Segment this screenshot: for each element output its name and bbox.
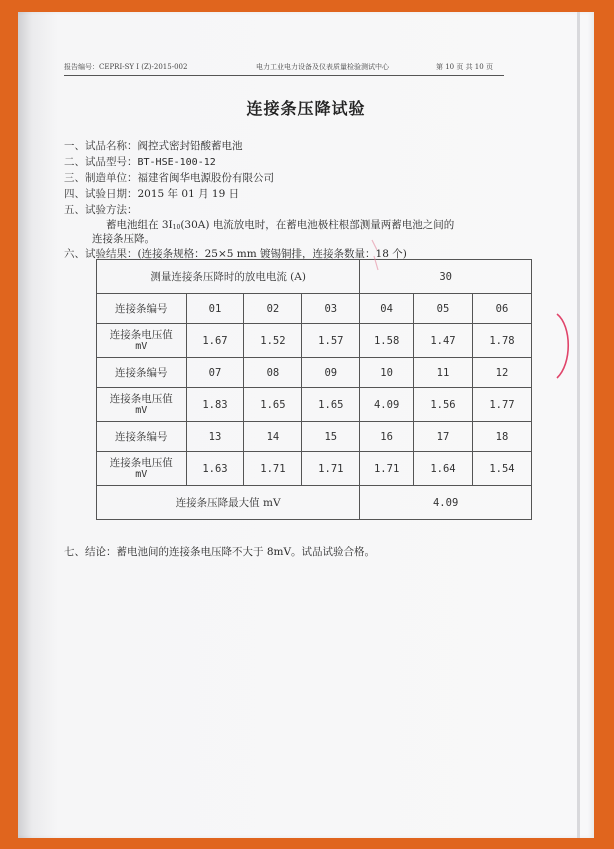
info-value: 2015 年 01 月 19 日 — [137, 188, 240, 200]
method-line-2: 连接条压降。 — [92, 233, 155, 245]
current-value: 30 — [360, 260, 532, 294]
connector-id: 17 — [413, 422, 472, 452]
connector-id: 04 — [360, 294, 414, 324]
info-sample-model — [64, 154, 216, 169]
info-test-method — [64, 202, 138, 217]
voltage-label-text: 连接条电压值 — [109, 456, 173, 469]
voltage-label — [97, 452, 187, 486]
info-key: 四、试验日期： — [64, 188, 138, 200]
document-page — [18, 12, 594, 838]
info-key: 一、试品名称： — [64, 140, 138, 152]
info-value: 阀控式密封铅酸蓄电池 — [137, 140, 243, 152]
current-row — [97, 260, 532, 294]
connector-id: 10 — [360, 358, 414, 388]
voltage-value: 1.64 — [413, 452, 472, 486]
max-row — [97, 486, 532, 520]
voltage-value: 1.57 — [302, 324, 360, 358]
report-number: 报告编号：CEPRI-SY I (Z)-2015-002 — [64, 63, 188, 71]
connector-id: 12 — [472, 358, 531, 388]
current-label: 测量连接条压降时的放电电流 (A) — [97, 260, 360, 294]
info-sample-name — [64, 138, 243, 153]
voltage-drop-table — [96, 259, 532, 520]
connector-id: 06 — [472, 294, 531, 324]
voltage-label-text: 连接条电压值 — [109, 328, 173, 341]
result-key: 六、试验结果： — [64, 248, 138, 260]
conclusion-value: 蓄电池间的连接条电压降不大于 8mV。试品试验合格。 — [116, 546, 376, 558]
id-label: 连接条编号 — [97, 294, 187, 324]
id-row — [97, 358, 532, 388]
max-label: 连接条压降最大值 mV — [97, 486, 360, 520]
conclusion-key: 七、结论： — [64, 546, 117, 558]
page-number: 第 10 页 共 10 页 — [436, 63, 493, 71]
connector-id: 01 — [186, 294, 244, 324]
connector-id: 14 — [244, 422, 302, 452]
voltage-value: 1.56 — [413, 388, 472, 422]
info-value: 福建省闽华电源股份有限公司 — [137, 172, 274, 184]
voltage-value: 1.54 — [472, 452, 531, 486]
info-test-date — [64, 186, 239, 201]
page-edge — [577, 12, 580, 838]
id-label: 连接条编号 — [97, 358, 187, 388]
voltage-row — [97, 388, 532, 422]
info-manufacturer — [64, 170, 274, 185]
voltage-row — [97, 324, 532, 358]
voltage-row — [97, 452, 532, 486]
connector-id: 18 — [472, 422, 531, 452]
result-value: (连接条规格：25×5 mm 镀锡铜排，连接条数量：18 个) — [137, 248, 407, 260]
id-row — [97, 294, 532, 324]
method-text-post: (30A) 电流放电时，在蓄电池极柱根部测量两蓄电池之间的 — [180, 219, 455, 231]
info-value: BT-HSE-100-12 — [137, 157, 216, 168]
voltage-value: 1.83 — [186, 388, 244, 422]
voltage-unit: mV — [135, 468, 148, 480]
connector-id: 03 — [302, 294, 360, 324]
voltage-label — [97, 324, 187, 358]
connector-id: 15 — [302, 422, 360, 452]
voltage-unit: mV — [135, 340, 148, 352]
id-row — [97, 422, 532, 452]
connector-id: 09 — [302, 358, 360, 388]
info-key: 三、制造单位： — [64, 172, 138, 184]
max-value: 4.09 — [360, 486, 532, 520]
voltage-value: 1.71 — [360, 452, 414, 486]
info-key: 五、试验方法： — [64, 204, 138, 216]
connector-id: 13 — [186, 422, 244, 452]
voltage-value: 1.67 — [186, 324, 244, 358]
method-text-pre: 蓄电池组在 3I — [106, 219, 173, 231]
connector-id: 16 — [360, 422, 414, 452]
conclusion — [64, 544, 375, 559]
voltage-value: 1.65 — [244, 388, 302, 422]
voltage-value: 1.71 — [244, 452, 302, 486]
voltage-unit: mV — [135, 404, 148, 416]
info-key: 二、试品型号： — [64, 156, 138, 168]
connector-id: 11 — [413, 358, 472, 388]
connector-id: 05 — [413, 294, 472, 324]
voltage-value: 1.77 — [472, 388, 531, 422]
id-label: 连接条编号 — [97, 422, 187, 452]
page-header — [64, 55, 504, 76]
voltage-value: 4.09 — [360, 388, 414, 422]
pen-mark-bracket — [554, 310, 574, 382]
faint-ink-mark — [368, 238, 382, 274]
voltage-value: 1.78 — [472, 324, 531, 358]
voltage-value: 1.71 — [302, 452, 360, 486]
voltage-value: 1.52 — [244, 324, 302, 358]
issuing-center: 电力工业电力设备及仪表质量检验测试中心 — [256, 63, 389, 71]
voltage-value: 1.63 — [186, 452, 244, 486]
page-title: 连接条压降试验 — [246, 99, 366, 118]
connector-id: 02 — [244, 294, 302, 324]
voltage-label-text: 连接条电压值 — [109, 392, 173, 405]
connector-id: 07 — [186, 358, 244, 388]
voltage-value: 1.58 — [360, 324, 414, 358]
voltage-value: 1.65 — [302, 388, 360, 422]
method-subscript: 10 — [172, 224, 181, 231]
voltage-label — [97, 388, 187, 422]
voltage-value: 1.47 — [413, 324, 472, 358]
connector-id: 08 — [244, 358, 302, 388]
method-line-1 — [106, 217, 454, 232]
